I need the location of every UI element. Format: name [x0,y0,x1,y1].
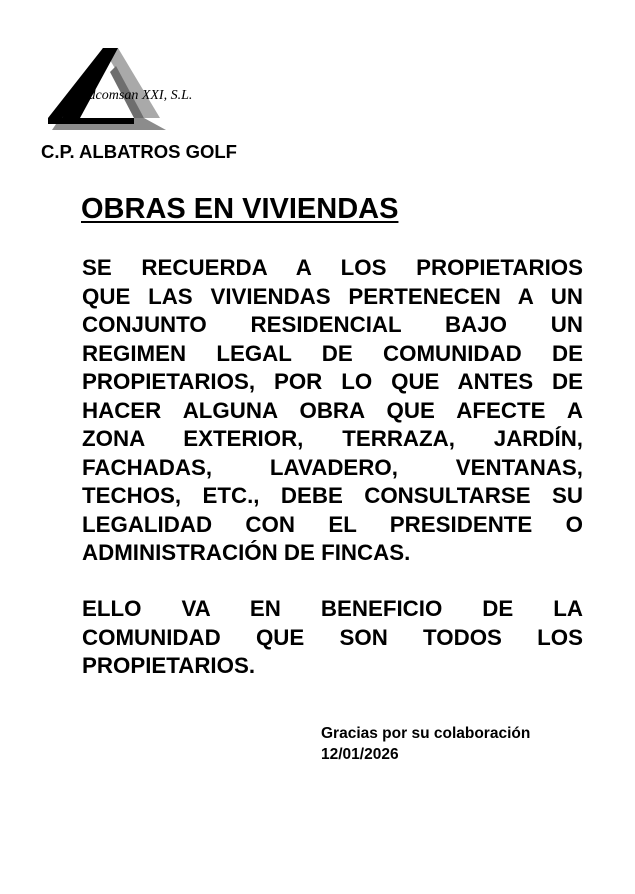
notice-paragraph-1 [82,254,583,568]
paragraph-line: QUE LAS VIVIENDAS PERTENECEN A UN [82,283,583,309]
paragraph-line: PROPIETARIOS. [82,653,256,678]
company-name: Adcomsan XXI, S.L. [80,88,193,103]
paragraph-line: REGIMEN LEGAL DE COMUNIDAD DE [82,340,583,366]
paragraph-line: ZONA EXTERIOR, TERRAZA, JARDÍN, [82,426,583,451]
thanks-text: Gracias por su colaboración [321,725,531,742]
paragraph-line: FACHADAS, LAVADERO, VENTANAS, [82,454,583,480]
paragraph-line: SE RECUERDA A LOS PROPIETARIOS [82,255,583,280]
paragraph-line: LEGALIDAD CON EL PRESIDENTE O [82,511,583,537]
paragraph-line: ELLO VA EN BENEFICIO DE LA [82,596,583,621]
paragraph-line: CONJUNTO RESIDENCIAL BAJO UN [82,312,583,337]
paragraph-line: ADMINISTRACIÓN DE FINCAS. [82,540,411,565]
paragraph-line: PROPIETARIOS, POR LO QUE ANTES DE [82,369,583,394]
paragraph-line: HACER ALGUNA OBRA QUE AFECTE A [82,397,583,423]
notice-paragraph-2 [82,595,583,681]
community-name: C.P. ALBATROS GOLF [41,141,237,162]
closing [321,723,530,765]
paragraph-line: COMUNIDAD QUE SON TODOS LOS [82,624,583,650]
notice-date: 12/01/2026 [321,746,399,763]
paragraph-line: TECHOS, ETC., DEBE CONSULTARSE SU [82,483,583,508]
notice-title: OBRAS EN VIVIENDAS [81,193,399,225]
